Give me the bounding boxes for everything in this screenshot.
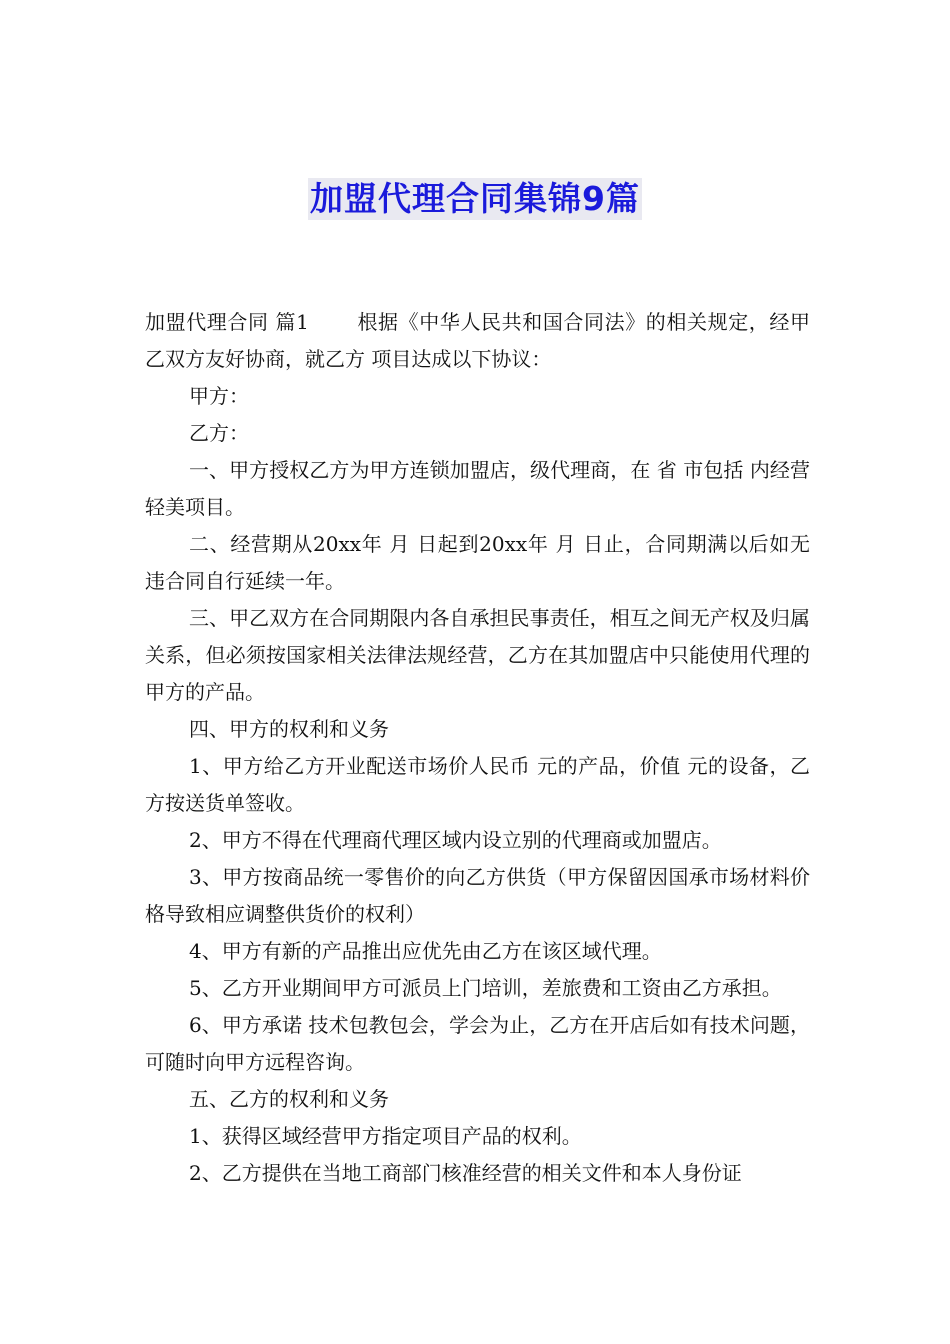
section-label: 加盟代理合同 篇1 [145,310,309,334]
party-b-item-1: 1、获得区域经营甲方指定项目产品的权利。 [189,1124,582,1148]
party-b-line: 乙方： [189,421,249,445]
clause-3: 三、甲乙双方在合同期限内各自承担民事责任，相互之间无产权及归属关系，但必须按国家相关法律法规经营，乙方在其加盟店中只能使用代理的甲方的产品。 [145,606,810,704]
title-area [0,178,950,220]
party-a-item-1: 1、甲方给乙方开业配送市场价人民币 元的产品，价值 元的设备，乙方按送货单签收。 [145,754,810,815]
party-a-item-3: 3、甲方按商品统一零售价的向乙方供货（甲方保留因国承市场材料价格导致相应调整供货价的权利） [145,865,810,926]
party-a-item-4: 4、甲方有新的产品推出应优先由乙方在该区域代理。 [189,939,662,963]
document-body [145,304,810,1192]
intro-paragraph [145,304,810,378]
section-heading-party-a-rights: 四、甲方的权利和义务 [189,717,389,741]
intro-text: 根据《中华人民共和国合同法》的相关规定，经甲乙双方友好协商，就乙方 项目达成以下协议： [145,310,810,371]
party-a-item-5: 5、乙方开业期间甲方可派员上门培训，差旅费和工资由乙方承担。 [189,976,782,1000]
party-a-line: 甲方： [189,384,249,408]
party-a-item-6: 6、甲方承诺 技术包教包会，学会为止，乙方在开店后如有技术问题，可随时向甲方远程咨询。 [145,1013,810,1074]
clause-2: 二、经营期从20xx年 月 日起到20xx年 月 日止，合同期满以后如无违合同自行延续一年。 [145,532,810,593]
party-b-item-2: 2、乙方提供在当地工商部门核准经营的相关文件和本人身份证 [189,1161,742,1185]
section-heading-party-b-rights: 五、乙方的权利和义务 [189,1087,389,1111]
clause-1: 一、甲方授权乙方为甲方连锁加盟店，级代理商，在 省 市包括 内经营轻美项目。 [145,458,810,519]
document-title: 加盟代理合同集锦9篇 [310,179,640,218]
party-a-item-2: 2、甲方不得在代理商代理区域内设立别的代理商或加盟店。 [189,828,722,852]
